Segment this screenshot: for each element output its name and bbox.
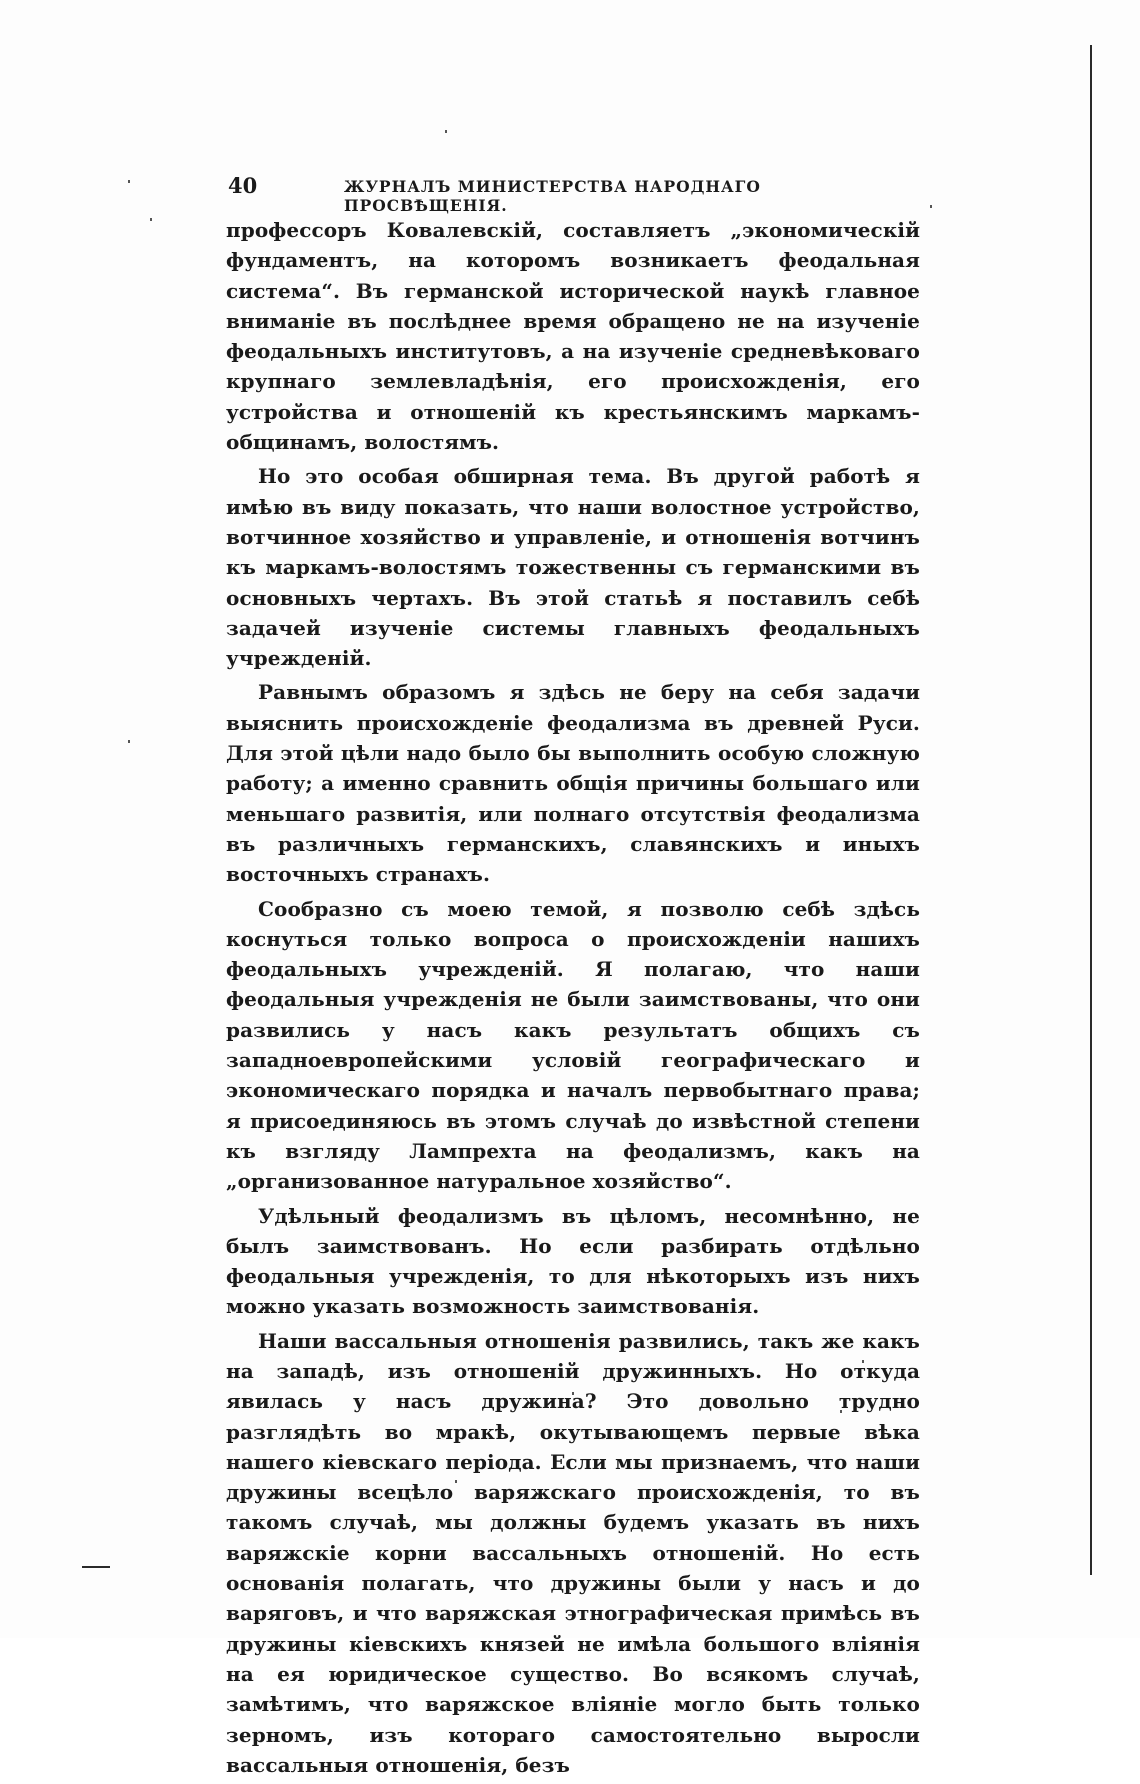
paragraph: Наши вассальныя отношенія развились, такъ же какъ на западѣ, изъ отношеній дружинныхъ. Но откуда явилась у насъ дружина? Это довольно трудно разглядѣть во мракѣ, окутывающемъ первые вѣка нашего кіевскаго періода. Если мы признаемъ, что наши дружины всецѣло варяжскаго происхожденія, то въ такомъ случаѣ, мы должны будемъ указать въ нихъ варяжскіе корни вассальныхъ отношеній. Но есть основанія полагать, что дружины были у насъ и до варяговъ, и что варяжская этнографическая примѣсь въ дружины кіевскихъ князей не имѣла большого вліянія на ея юридическое существо. Во всякомъ случаѣ, замѣтимъ, что варяжское вліяніе могло быть только зерномъ, изъ котораго самостоятельно выросли вассальныя отношенія, безъ bbox=[226, 1328, 920, 1777]
scan-speck bbox=[930, 205, 932, 208]
running-title: ЖУРНАЛЪ МИНИСТЕРСТВА НАРОДНАГО ПРОСВѢЩЕНІЯ. bbox=[344, 177, 761, 215]
page-edge-rule bbox=[1090, 45, 1092, 1575]
paragraph: Сообразно съ моею темой, я позволю себѣ здѣсь коснуться только вопроса о происхожденіи нашихъ феодальныхъ учрежденій. Я полагаю, что наши феодальныя учрежденія не были заимствованы, что они развились у насъ какъ результатъ общихъ съ западноевропейскими условій географическаго и экономическаго порядка и началъ первобытнаго права; я присоединяюсь въ этомъ случаѣ до извѣстной степени къ взгляду Лампрехта на феодализмъ, какъ на „организованное натуральное хозяйство“. bbox=[226, 896, 920, 1194]
scan-speck bbox=[128, 180, 130, 183]
scan-speck bbox=[150, 218, 152, 221]
paragraph: Удѣльный феодализмъ въ цѣломъ, несомнѣнно, не былъ заимствованъ. Но если разбирать отдѣльно феодальныя учрежденія, то для нѣкоторыхъ изъ нихъ можно указать возможность заимствованія. bbox=[226, 1203, 920, 1319]
page-number: 40 bbox=[228, 173, 258, 198]
margin-mark bbox=[82, 1566, 110, 1568]
scan-speck bbox=[445, 130, 447, 133]
paragraph: Но это особая обширная тема. Въ другой работѣ я имѣю въ виду показать, что наши волостное устройство, вотчинное хозяйство и управленіе, и отношенія вотчинъ къ маркамъ-волостямъ тожественны съ германскими въ основныхъ чертахъ. Въ этой статьѣ я поставилъ себѣ задачей изученіе системы главныхъ феодальныхъ учрежденій. bbox=[226, 464, 920, 671]
page-header bbox=[228, 173, 918, 215]
paragraph: Равнымъ образомъ я здѣсь не беру на себя задачи выяснить происхожденіе феодализма въ древней Руси. Для этой цѣли надо было бы выполнить особую сложную работу; а именно сравнить общія причины большаго или меньшаго развитія, или полнаго отсутствія феодализма въ различныхъ германскихъ, славянскихъ и иныхъ восточныхъ странахъ. bbox=[226, 680, 920, 887]
scan-speck bbox=[128, 740, 130, 743]
body-text bbox=[226, 215, 920, 1784]
paragraph: профессоръ Ковалевскій, составляетъ „экономическій фундаментъ, на которомъ возникаетъ феодальная система“. Въ германской исторической наукѣ главное вниманіе въ послѣднее время обращено не на изученіе феодальныхъ институтовъ, а на изученіе средневѣковаго крупнаго землевладѣнія, его происхожденія, его устройства и отношеній къ крестьянскимъ маркамъ-общинамъ, волостямъ. bbox=[226, 218, 920, 455]
